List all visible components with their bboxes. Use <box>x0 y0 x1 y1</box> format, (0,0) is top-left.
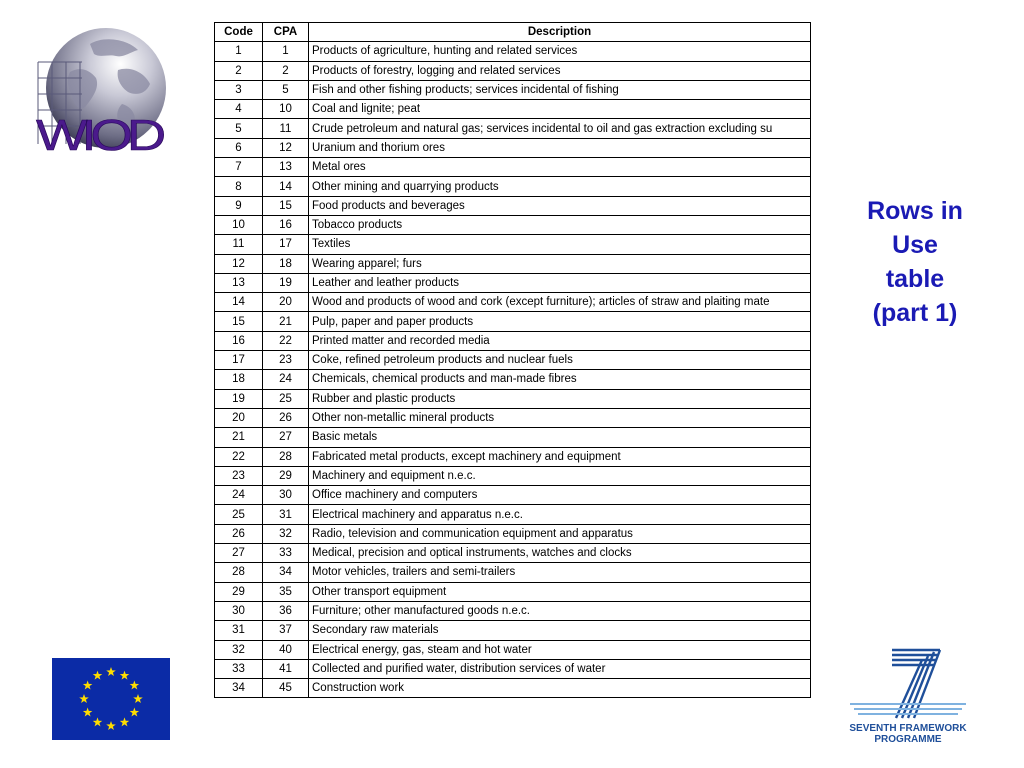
cell-code: 22 <box>215 447 263 466</box>
cell-description: Chemicals, chemical products and man-made fibres <box>309 370 811 389</box>
cell-code: 23 <box>215 466 263 485</box>
cell-description: Other mining and quarrying products <box>309 177 811 196</box>
table-row <box>215 293 811 312</box>
cell-code: 34 <box>215 679 263 698</box>
table-row <box>215 524 811 543</box>
cell-cpa: 35 <box>263 582 309 601</box>
cell-description: Fish and other fishing products; services incidental of fishing <box>309 80 811 99</box>
cell-description: Products of agriculture, hunting and related services <box>309 42 811 61</box>
fp7-text-line1: SEVENTH FRAMEWORK <box>849 723 967 734</box>
cell-cpa: 37 <box>263 621 309 640</box>
cell-cpa: 21 <box>263 312 309 331</box>
table-row <box>215 196 811 215</box>
cell-cpa: 34 <box>263 563 309 582</box>
cell-description: Wood and products of wood and cork (except furniture); articles of straw and plaiting mate <box>309 293 811 312</box>
cell-cpa: 20 <box>263 293 309 312</box>
cell-description: Uranium and thorium ores <box>309 138 811 157</box>
cell-description: Fabricated metal products, except machinery and equipment <box>309 447 811 466</box>
table-row <box>215 370 811 389</box>
cell-code: 7 <box>215 158 263 177</box>
cell-cpa: 22 <box>263 331 309 350</box>
table-body <box>215 42 811 698</box>
cell-description: Wearing apparel; furs <box>309 254 811 273</box>
cell-cpa: 5 <box>263 80 309 99</box>
cell-description: Other non-metallic mineral products <box>309 408 811 427</box>
cell-cpa: 24 <box>263 370 309 389</box>
table-row <box>215 679 811 698</box>
table-row <box>215 215 811 234</box>
cell-code: 10 <box>215 215 263 234</box>
cell-description: Pulp, paper and paper products <box>309 312 811 331</box>
cell-cpa: 11 <box>263 119 309 138</box>
eu-star-icon <box>130 708 140 717</box>
wiod-logo <box>30 22 170 162</box>
table-row <box>215 100 811 119</box>
eu-flag-logo <box>52 658 170 740</box>
eu-star-icon <box>106 667 116 676</box>
cell-code: 13 <box>215 273 263 292</box>
table-row <box>215 408 811 427</box>
cell-cpa: 32 <box>263 524 309 543</box>
cell-code: 21 <box>215 428 263 447</box>
eu-star-icon <box>93 717 103 726</box>
cell-description: Medical, precision and optical instruments, watches and clocks <box>309 544 811 563</box>
cell-code: 30 <box>215 601 263 620</box>
cell-code: 12 <box>215 254 263 273</box>
cell-cpa: 15 <box>263 196 309 215</box>
cell-code: 19 <box>215 389 263 408</box>
cell-cpa: 17 <box>263 235 309 254</box>
table-row <box>215 80 811 99</box>
eu-star-icon <box>83 708 93 717</box>
cell-description: Collected and purified water, distribution services of water <box>309 659 811 678</box>
table-row <box>215 254 811 273</box>
table-row <box>215 428 811 447</box>
cell-description: Machinery and equipment n.e.c. <box>309 466 811 485</box>
cell-cpa: 30 <box>263 486 309 505</box>
cell-description: Construction work <box>309 679 811 698</box>
table-row <box>215 119 811 138</box>
cell-code: 14 <box>215 293 263 312</box>
table-row <box>215 158 811 177</box>
cell-code: 1 <box>215 42 263 61</box>
cell-description: Tobacco products <box>309 215 811 234</box>
cell-description: Leather and leather products <box>309 273 811 292</box>
cell-code: 16 <box>215 331 263 350</box>
cell-code: 8 <box>215 177 263 196</box>
cell-code: 11 <box>215 235 263 254</box>
cell-description: Food products and beverages <box>309 196 811 215</box>
slide-title-line: Rows in <box>867 197 963 225</box>
cell-code: 27 <box>215 544 263 563</box>
cell-cpa: 1 <box>263 42 309 61</box>
table-row <box>215 601 811 620</box>
cell-cpa: 13 <box>263 158 309 177</box>
column-header-code: Code <box>215 23 263 42</box>
eu-star-icon <box>130 681 140 690</box>
cell-cpa: 25 <box>263 389 309 408</box>
cell-description: Printed matter and recorded media <box>309 331 811 350</box>
cell-code: 6 <box>215 138 263 157</box>
eu-stars <box>52 658 170 740</box>
cell-cpa: 31 <box>263 505 309 524</box>
cell-code: 24 <box>215 486 263 505</box>
table-row <box>215 42 811 61</box>
cell-description: Textiles <box>309 235 811 254</box>
cell-code: 25 <box>215 505 263 524</box>
column-header-cpa: CPA <box>263 23 309 42</box>
cell-cpa: 12 <box>263 138 309 157</box>
table-row <box>215 544 811 563</box>
eu-star-icon <box>106 721 116 730</box>
cell-cpa: 27 <box>263 428 309 447</box>
cell-description: Office machinery and computers <box>309 486 811 505</box>
cell-description: Secondary raw materials <box>309 621 811 640</box>
cell-description: Rubber and plastic products <box>309 389 811 408</box>
cell-description: Crude petroleum and natural gas; services incidental to oil and gas extraction excluding su <box>309 119 811 138</box>
table-row <box>215 447 811 466</box>
table-row <box>215 351 811 370</box>
cell-code: 17 <box>215 351 263 370</box>
table-row <box>215 273 811 292</box>
wiod-logo-text: WIOD <box>36 111 164 160</box>
table-row <box>215 659 811 678</box>
cell-cpa: 26 <box>263 408 309 427</box>
cell-cpa: 18 <box>263 254 309 273</box>
table-row <box>215 138 811 157</box>
cell-code: 3 <box>215 80 263 99</box>
eu-star-icon <box>120 671 130 680</box>
slide-title-line: (part 1) <box>872 299 958 327</box>
cell-cpa: 33 <box>263 544 309 563</box>
cell-code: 15 <box>215 312 263 331</box>
fp7-text-line2: PROGRAMME <box>874 734 942 745</box>
cell-code: 9 <box>215 196 263 215</box>
cell-code: 18 <box>215 370 263 389</box>
table-row <box>215 640 811 659</box>
cell-cpa: 28 <box>263 447 309 466</box>
table-row <box>215 61 811 80</box>
eu-star-icon <box>79 694 89 703</box>
cell-cpa: 45 <box>263 679 309 698</box>
cell-description: Electrical machinery and apparatus n.e.c. <box>309 505 811 524</box>
table-row <box>215 563 811 582</box>
cell-code: 20 <box>215 408 263 427</box>
table-row <box>215 177 811 196</box>
cell-code: 33 <box>215 659 263 678</box>
cell-description: Metal ores <box>309 158 811 177</box>
cell-code: 32 <box>215 640 263 659</box>
table-row <box>215 235 811 254</box>
cell-code: 26 <box>215 524 263 543</box>
cell-code: 2 <box>215 61 263 80</box>
table-row <box>215 486 811 505</box>
table-row <box>215 331 811 350</box>
cell-description: Other transport equipment <box>309 582 811 601</box>
sector-table <box>214 22 811 698</box>
table-row <box>215 466 811 485</box>
slide-title-line: table <box>885 265 945 293</box>
cell-description: Coal and lignite; peat <box>309 100 811 119</box>
eu-star-icon <box>133 694 143 703</box>
table-row <box>215 389 811 408</box>
cell-cpa: 40 <box>263 640 309 659</box>
cell-cpa: 14 <box>263 177 309 196</box>
cell-description: Radio, television and communication equipment and apparatus <box>309 524 811 543</box>
slide-title <box>845 194 985 330</box>
cell-description: Furniture; other manufactured goods n.e.c. <box>309 601 811 620</box>
eu-star-icon <box>93 671 103 680</box>
fp7-seven-icon <box>848 646 968 722</box>
cell-cpa: 23 <box>263 351 309 370</box>
cell-code: 31 <box>215 621 263 640</box>
cell-description: Products of forestry, logging and related services <box>309 61 811 80</box>
cell-description: Motor vehicles, trailers and semi-trailers <box>309 563 811 582</box>
cell-code: 28 <box>215 563 263 582</box>
cell-cpa: 16 <box>263 215 309 234</box>
cell-cpa: 10 <box>263 100 309 119</box>
cell-cpa: 19 <box>263 273 309 292</box>
table-row <box>215 505 811 524</box>
cell-code: 29 <box>215 582 263 601</box>
cell-code: 4 <box>215 100 263 119</box>
table-row <box>215 621 811 640</box>
cell-code: 5 <box>215 119 263 138</box>
table-row <box>215 312 811 331</box>
cell-description: Basic metals <box>309 428 811 447</box>
table-row <box>215 582 811 601</box>
cell-cpa: 36 <box>263 601 309 620</box>
cell-description: Coke, refined petroleum products and nuclear fuels <box>309 351 811 370</box>
column-header-description: Description <box>309 23 811 42</box>
fp7-logo <box>848 646 968 746</box>
eu-star-icon <box>83 681 93 690</box>
cell-cpa: 2 <box>263 61 309 80</box>
cell-cpa: 41 <box>263 659 309 678</box>
slide-title-line: Use <box>892 231 938 259</box>
cell-cpa: 29 <box>263 466 309 485</box>
eu-star-icon <box>120 717 130 726</box>
cell-description: Electrical energy, gas, steam and hot water <box>309 640 811 659</box>
table-header-row <box>215 23 811 42</box>
sector-table-container <box>214 22 812 698</box>
